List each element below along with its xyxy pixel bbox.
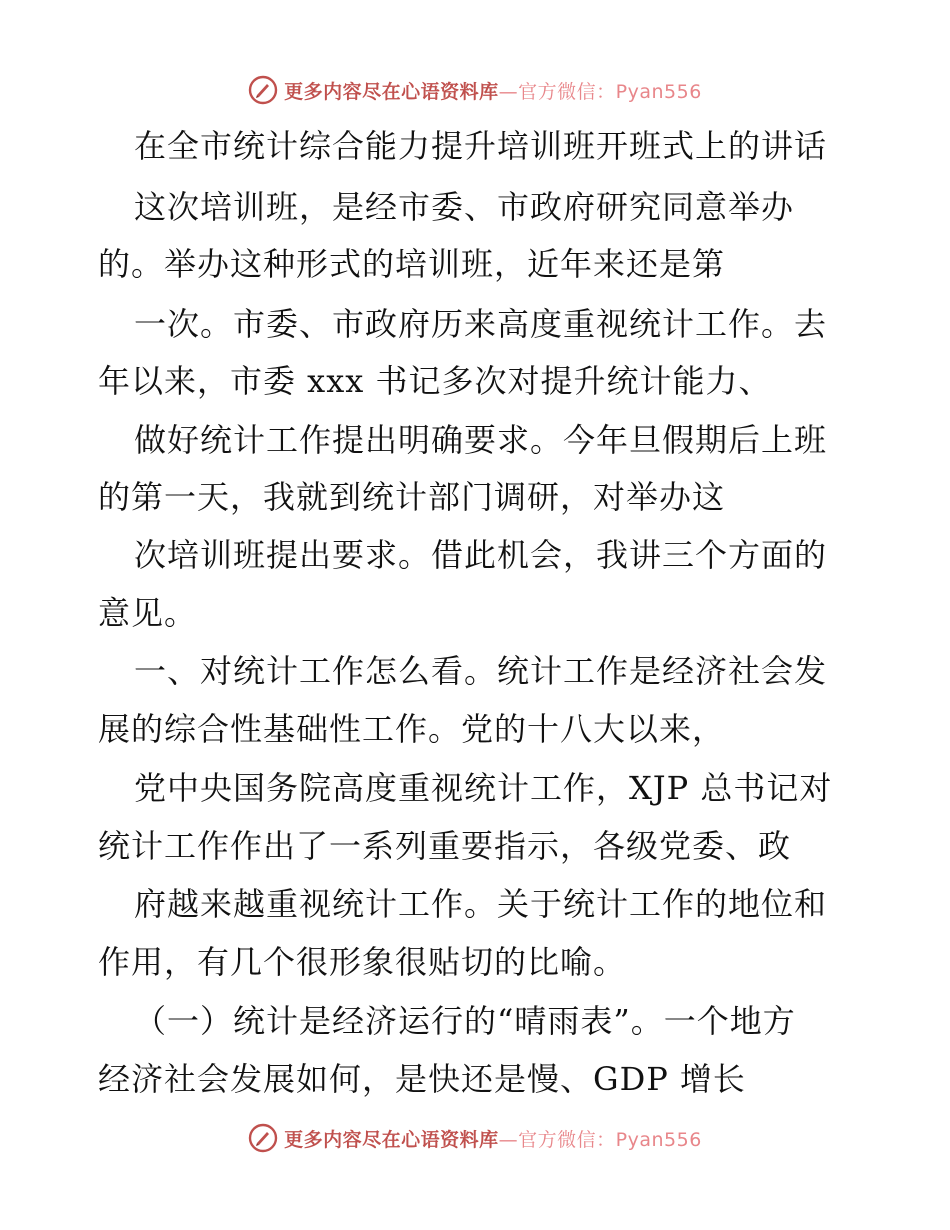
text-line: 作用，有几个很形象很贴切的比喻。 xyxy=(98,943,627,981)
text-line: 党中央国务院高度重视统计工作，XJP 总书记对 xyxy=(134,769,833,807)
text-line: 展的综合性基础性工作。党的十八大以来， xyxy=(98,710,726,748)
text-line: 的。举办这种形式的培训班，近年来还是第 xyxy=(98,245,726,283)
header-banner xyxy=(0,70,950,110)
banner-separator: — xyxy=(498,1128,519,1151)
banner-tail: 官方微信：Pyan556 xyxy=(518,80,702,103)
banner-separator: — xyxy=(498,80,519,103)
footer-banner xyxy=(0,1118,950,1158)
text-line: 经济社会发展如何，是快还是慢、GDP 增长 xyxy=(98,1060,746,1098)
banner-tail: 官方微信：Pyan556 xyxy=(518,1128,702,1151)
banner-main: 更多内容尽在心语资料库 xyxy=(284,80,499,103)
banner-main: 更多内容尽在心语资料库 xyxy=(284,1128,499,1151)
banner-text xyxy=(284,1125,702,1152)
text-line: 统计工作作出了一系列重要指示，各级党委、政 xyxy=(98,827,792,865)
text-line: 府越来越重视统计工作。关于统计工作的地位和 xyxy=(134,885,828,923)
text-line: 意见。 xyxy=(98,594,198,632)
text-line: 做好统计工作提出明确要求。今年旦假期后上班 xyxy=(134,421,828,459)
document-title: 在全市统计综合能力提升培训班开班式上的讲话 xyxy=(134,127,828,165)
text-line: 一次。市委、市政府历来高度重视统计工作。去 xyxy=(134,305,828,343)
section-heading-line: 一、对统计工作怎么看。统计工作是经济社会发 xyxy=(134,652,828,690)
text-line: 次培训班提出要求。借此机会，我讲三个方面的 xyxy=(134,536,828,574)
text-line: 的第一天，我就到统计部门调研，对举办这 xyxy=(98,478,726,516)
text-line: 这次培训班，是经市委、市政府研究同意举办 xyxy=(134,188,795,226)
subsection-heading-line: （一）统计是经济运行的“晴雨表”。一个地方 xyxy=(134,1002,796,1040)
pen-logo-icon xyxy=(248,1123,278,1153)
banner-text xyxy=(284,77,702,104)
text-line: 年以来，市委 xxx 书记多次对提升统计能力、 xyxy=(98,362,772,400)
pen-logo-icon xyxy=(248,75,278,105)
